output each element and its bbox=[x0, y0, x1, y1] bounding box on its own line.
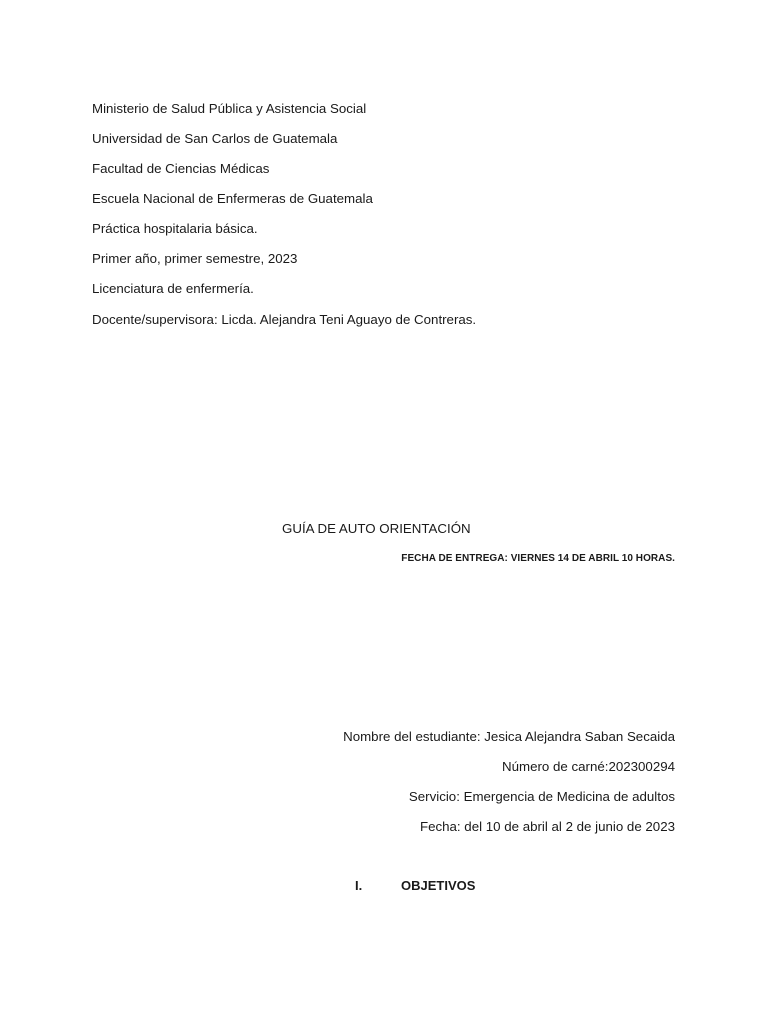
student-id: Número de carné:202300294 bbox=[502, 759, 675, 774]
document-title: GUÍA DE AUTO ORIENTACIÓN bbox=[282, 521, 471, 536]
course-line: Práctica hospitalaria básica. bbox=[92, 221, 258, 236]
school-line: Escuela Nacional de Enfermeras de Guatemala bbox=[92, 191, 373, 206]
faculty-line: Facultad de Ciencias Médicas bbox=[92, 161, 270, 176]
ministry-line: Ministerio de Salud Pública y Asistencia Social bbox=[92, 101, 367, 116]
section-title: OBJETIVOS bbox=[401, 878, 476, 893]
student-name: Nombre del estudiante: Jesica Alejandra Saban Secaida bbox=[343, 729, 675, 744]
section-numeral: I. bbox=[355, 878, 363, 893]
semester-line: Primer año, primer semestre, 2023 bbox=[92, 251, 298, 266]
date-range: Fecha: del 10 de abril al 2 de junio de 2023 bbox=[419, 819, 675, 834]
university-line: Universidad de San Carlos de Guatemala bbox=[92, 131, 338, 146]
supervisor-line: Docente/supervisora: Licda. Alejandra Teni Aguayo de Contreras. bbox=[92, 312, 477, 327]
due-date: FECHA DE ENTREGA: VIERNES 14 DE ABRIL 10 HORAS. bbox=[401, 553, 675, 564]
degree-line: Licenciatura de enfermería. bbox=[92, 281, 254, 296]
service-line: Servicio: Emergencia de Medicina de adultos bbox=[408, 789, 675, 804]
